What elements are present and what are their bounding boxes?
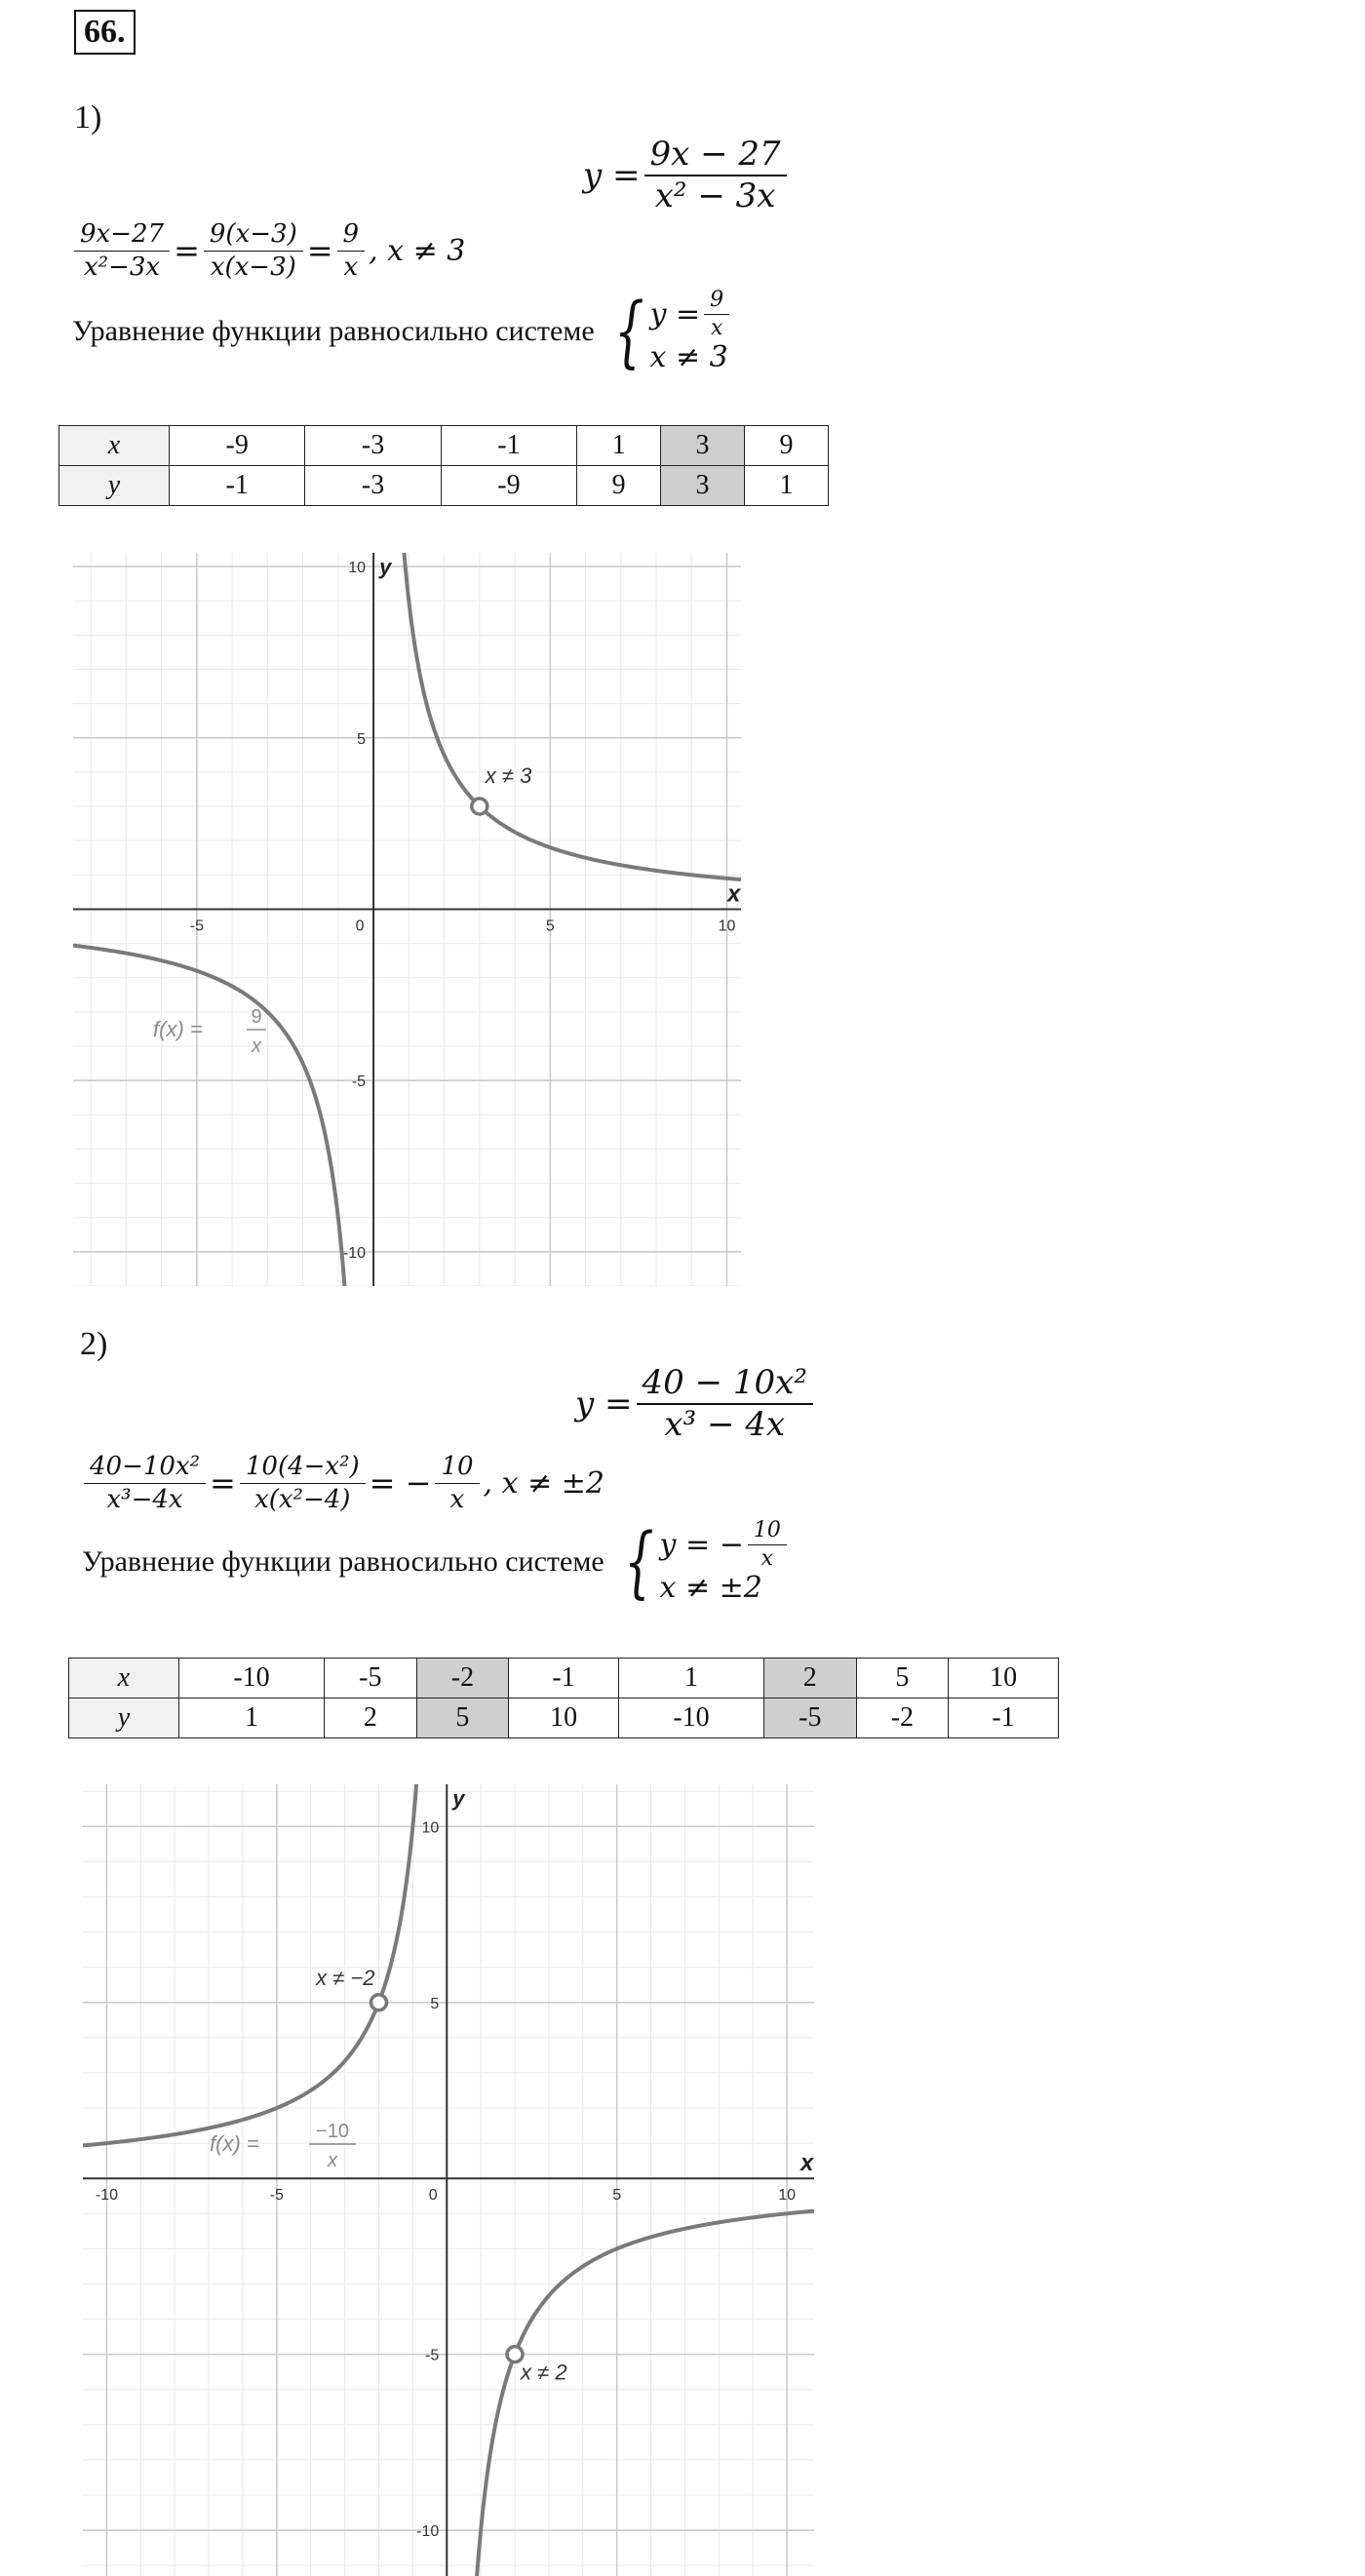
table-cell: -10 (618, 1698, 763, 1738)
excluded-point-label: x ≠ 2 (521, 2360, 567, 2385)
part1-value-table (58, 425, 829, 506)
table-cell: 1 (179, 1698, 325, 1738)
p1-s-f1-num: 9x−27 (74, 220, 170, 252)
brace-glyph: { (613, 286, 644, 377)
table-cell: 9 (745, 426, 829, 466)
curve-branch-right (477, 2211, 814, 2576)
table-cell: 9 (577, 466, 661, 506)
table-cell: 1 (618, 1659, 763, 1698)
table-cell: 1 (577, 426, 661, 466)
y-tick-label: -5 (425, 2347, 440, 2364)
x-tick-label: -10 (95, 2187, 118, 2205)
function-label-numerator: −10 (316, 2121, 349, 2142)
part1-func-num: 9x − 27 (644, 137, 787, 176)
table-cell: -1 (509, 1659, 619, 1698)
y-axis-label: y (452, 1786, 465, 1811)
y-tick-label: 10 (421, 1819, 440, 1837)
part1-label: 1) (74, 99, 102, 136)
table-cell: -3 (305, 426, 441, 466)
p2-sys1-den: x (760, 1546, 774, 1572)
p2-s-f3-den: x (449, 1484, 465, 1514)
table-row-y (59, 466, 829, 506)
curve-branch-right (404, 553, 741, 879)
part1-function (583, 137, 791, 215)
table-cell: -5 (325, 1659, 417, 1698)
x-tick-label: 0 (355, 917, 365, 935)
brace-glyph: { (623, 1516, 654, 1608)
excluded-point-marker (472, 799, 488, 814)
table-header-y: y (59, 466, 170, 506)
excluded-point-label: x ≠ −2 (316, 1965, 375, 1990)
x-axis-label: x (800, 2150, 814, 2177)
p1-sys1-num: 9 (704, 289, 729, 315)
part2-simplification (80, 1453, 604, 1513)
table-row-y (69, 1698, 1059, 1738)
table-cell-highlighted: 2 (764, 1659, 857, 1698)
table-cell: 2 (325, 1698, 417, 1738)
x-tick-label: 10 (778, 2187, 796, 2205)
chart-hyperbola-9-over-x (73, 553, 741, 1286)
table-cell: -1 (170, 466, 305, 506)
y-tick-label: -10 (416, 2523, 440, 2541)
p2-sys2: x ≠ ±2 (659, 1571, 762, 1606)
part2-func-lhs: y = (575, 1385, 633, 1425)
y-tick-label: 5 (430, 1995, 440, 2012)
p2-s-f1-num: 40−10x² (84, 1453, 206, 1484)
chart-hyperbola-minus-10-over-x (83, 1784, 814, 2576)
table-cell: -1 (441, 426, 576, 466)
part2-system (82, 1516, 791, 1608)
x-tick-label: -5 (269, 2187, 284, 2205)
table-cell: -1 (949, 1698, 1059, 1738)
x-tick-label: 5 (545, 917, 555, 935)
part1-func-lhs: y = (583, 156, 641, 196)
part1-simplification (70, 220, 465, 281)
part2-system-text: Уравнение функции равносильно системе (82, 1545, 604, 1579)
p1-s-f2-den: x(x−3) (210, 252, 296, 282)
x-tick-label: 5 (612, 2187, 622, 2205)
p2-s-eq2: = − (369, 1464, 432, 1503)
table-header-x: x (69, 1659, 179, 1698)
table-cell-highlighted: 3 (661, 426, 745, 466)
y-tick-label: 5 (357, 730, 367, 748)
table-cell: 1 (745, 466, 829, 506)
table-cell: -9 (170, 426, 305, 466)
table-cell: -10 (179, 1659, 325, 1698)
p1-s-cond: , x ≠ 3 (369, 233, 466, 268)
x-tick-label: -5 (189, 917, 204, 935)
part2-func-den: x³ − 4x (664, 1405, 786, 1445)
table-cell: -9 (441, 466, 576, 506)
y-tick-label: -10 (342, 1244, 367, 1262)
part1-system-text: Уравнение функции равносильно системе (72, 315, 595, 348)
p2-s-f2-den: x(x²−4) (254, 1484, 351, 1514)
part1-func-den: x² − 3x (654, 176, 776, 216)
table-cell-highlighted: 5 (416, 1698, 509, 1738)
table-cell-highlighted: -2 (416, 1659, 509, 1698)
function-label: f(x) = (153, 1017, 203, 1041)
part2-function (575, 1365, 817, 1444)
table-cell: 5 (856, 1659, 949, 1698)
excluded-point-label: x ≠ 3 (485, 763, 532, 789)
p1-s-f1-den: x²−3x (84, 252, 161, 282)
p2-sys1-num: 10 (748, 1519, 787, 1545)
y-axis-label: y (379, 555, 392, 579)
table-cell-highlighted: 3 (661, 466, 745, 506)
table-row-x (59, 426, 829, 466)
table-cell: -3 (305, 466, 441, 506)
problem-number: 66. (74, 10, 136, 55)
p1-s-f3-den: x (343, 252, 359, 282)
part2-func-num: 40 − 10x² (637, 1365, 813, 1405)
function-label-denominator: x (328, 2150, 337, 2171)
table-row-x (69, 1659, 1059, 1698)
p1-s-eq1: = (174, 232, 200, 270)
curve-branch-left (73, 946, 345, 1286)
function-label-numerator: 9 (251, 1006, 262, 1028)
part2-value-table (68, 1658, 1059, 1738)
table-cell: 10 (949, 1659, 1059, 1698)
p2-s-f2-num: 10(4−x²) (240, 1453, 366, 1484)
y-tick-label: -5 (351, 1073, 367, 1091)
x-axis-label: x (727, 880, 741, 908)
function-label-denominator: x (252, 1035, 261, 1057)
table-cell: 10 (509, 1698, 619, 1738)
table-header-x: x (59, 426, 170, 466)
p2-s-f3-num: 10 (435, 1453, 479, 1484)
part2-label: 2) (80, 1326, 108, 1362)
p1-sys1-lhs: y = (649, 297, 701, 332)
x-tick-label: 10 (718, 917, 736, 935)
p2-s-cond: , x ≠ ±2 (483, 1465, 604, 1501)
p2-s-f1-den: x³−4x (106, 1484, 183, 1514)
x-tick-label: 0 (428, 2187, 438, 2205)
p1-s-eq2: = (306, 232, 333, 270)
p1-sys1-den: x (710, 316, 723, 341)
p1-sys2: x ≠ 3 (649, 340, 728, 375)
p1-s-f3-num: 9 (337, 220, 366, 252)
function-label: f(x) = (210, 2131, 259, 2156)
y-tick-label: 10 (348, 560, 367, 577)
table-cell: -2 (856, 1698, 949, 1738)
p1-s-f2-num: 9(x−3) (204, 220, 303, 252)
table-cell-highlighted: -5 (764, 1698, 857, 1738)
p2-s-eq1: = (210, 1464, 236, 1503)
excluded-point-marker (370, 1995, 386, 2010)
p2-sys1-lhs: y = − (659, 1528, 744, 1563)
part1-system (72, 286, 733, 377)
table-header-y: y (69, 1698, 179, 1738)
